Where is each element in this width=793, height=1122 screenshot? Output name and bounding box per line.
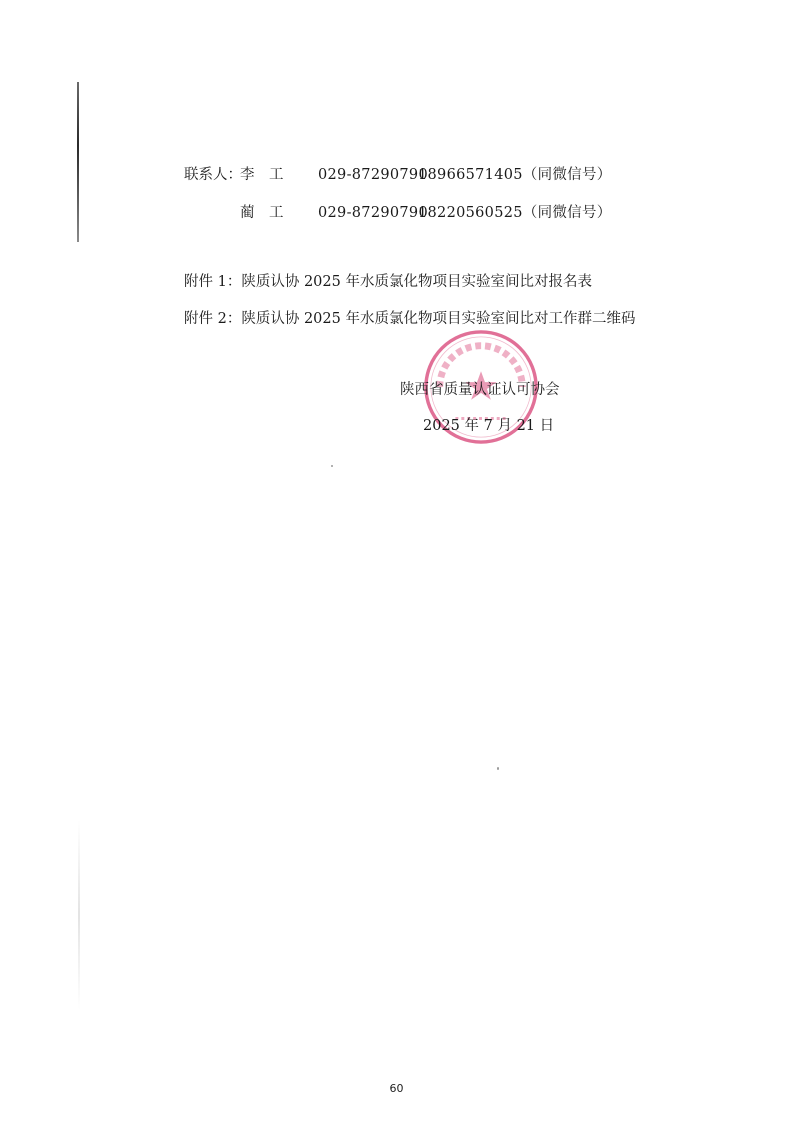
attachment-2: 附件 2：陕质认协 2025 年水质氯化物项目实验室间比对工作群二维码: [184, 311, 636, 327]
contact-name-1: 李 工: [240, 167, 284, 183]
scan-edge-shadow: [78, 820, 80, 1010]
contact-label: 联系人：: [184, 167, 242, 183]
scan-edge-line: [77, 82, 79, 242]
page-number: 60: [389, 1082, 404, 1095]
attachment-1: 附件 1：陕质认协 2025 年水质氯化物项目实验室间比对报名表: [184, 274, 592, 290]
scan-speck: [497, 767, 499, 770]
scan-speck: [331, 465, 333, 467]
contact-tel-1: 029-87290790: [318, 167, 428, 183]
contact-mobile-2: 18220560525（同微信号）: [418, 205, 612, 221]
contact-tel-2: 029-87290790: [318, 205, 428, 221]
signature-date: 2025 年 7 月 21 日: [423, 418, 555, 434]
signature-organization: 陕西省质量认证认可协会: [400, 382, 560, 398]
contact-mobile-1: 18966571405（同微信号）: [418, 167, 612, 183]
contact-name-2: 蔺 工: [240, 205, 284, 221]
